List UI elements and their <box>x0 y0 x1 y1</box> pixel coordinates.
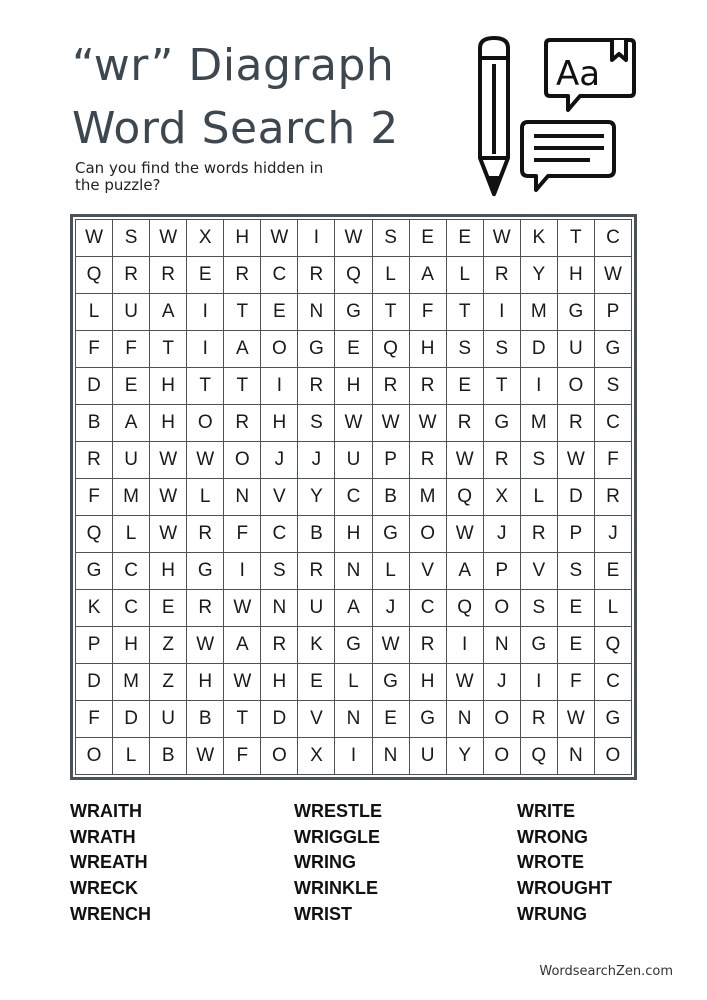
grid-cell: I <box>520 368 557 405</box>
grid-cell: W <box>187 627 224 664</box>
grid-cell: A <box>446 553 483 590</box>
grid-cell: Q <box>446 479 483 516</box>
grid-row <box>76 220 632 257</box>
grid-cell: A <box>150 294 187 331</box>
grid-cell: P <box>372 442 409 479</box>
grid-cell: C <box>594 405 631 442</box>
grid-cell: D <box>261 701 298 738</box>
page-title-line-2: Word Search 2 <box>72 103 399 154</box>
grid-cell: P <box>483 553 520 590</box>
grid-row <box>76 294 632 331</box>
dictionary-icon <box>546 40 634 110</box>
grid-row <box>76 368 632 405</box>
grid-cell: E <box>298 664 335 701</box>
grid-cell: A <box>409 257 446 294</box>
word-list-column-1 <box>70 799 151 928</box>
grid-cell: Q <box>76 516 113 553</box>
grid-cell: O <box>76 738 113 775</box>
grid-cell: I <box>446 627 483 664</box>
grid-cell: S <box>520 590 557 627</box>
grid-cell: W <box>446 516 483 553</box>
grid-cell: M <box>520 294 557 331</box>
grid-cell: F <box>409 294 446 331</box>
grid-cell: J <box>298 442 335 479</box>
grid-cell: R <box>76 442 113 479</box>
grid-cell: T <box>372 294 409 331</box>
chat-bubble-icon <box>522 122 614 190</box>
grid-cell: K <box>520 220 557 257</box>
grid-cell: R <box>150 257 187 294</box>
grid-cell: R <box>298 368 335 405</box>
grid-cell: G <box>76 553 113 590</box>
grid-cell: A <box>113 405 150 442</box>
grid-cell: R <box>409 368 446 405</box>
grid-cell: N <box>224 479 261 516</box>
grid-row <box>76 627 632 664</box>
grid-cell: S <box>483 331 520 368</box>
grid-cell: S <box>520 442 557 479</box>
grid-cell: U <box>557 331 594 368</box>
grid-cell: Y <box>446 738 483 775</box>
grid-cell: T <box>224 294 261 331</box>
grid-cell: F <box>224 516 261 553</box>
grid-cell: L <box>372 257 409 294</box>
grid-cell: P <box>557 516 594 553</box>
grid-cell: R <box>557 405 594 442</box>
grid-cell: G <box>594 331 631 368</box>
grid-cell: L <box>335 664 372 701</box>
grid-cell: S <box>372 220 409 257</box>
grid-row <box>76 738 632 775</box>
grid-cell: X <box>298 738 335 775</box>
grid-cell: U <box>335 442 372 479</box>
grid-cell: N <box>557 738 594 775</box>
grid-cell: F <box>224 738 261 775</box>
grid-cell: O <box>261 738 298 775</box>
grid-cell: I <box>224 553 261 590</box>
grid-cell: E <box>409 220 446 257</box>
grid-cell: V <box>520 553 557 590</box>
grid-cell: W <box>150 479 187 516</box>
grid-cell: Y <box>520 257 557 294</box>
grid-cell: A <box>224 331 261 368</box>
grid-cell: C <box>113 590 150 627</box>
decoration-illustration <box>470 30 650 200</box>
grid-cell: W <box>335 220 372 257</box>
grid-cell: R <box>261 627 298 664</box>
word-item: WRENCH <box>70 903 151 924</box>
grid-cell: Q <box>520 738 557 775</box>
grid-cell: W <box>150 516 187 553</box>
grid-row <box>76 479 632 516</box>
word-item: WROUGHT <box>517 878 612 899</box>
grid-cell: T <box>187 368 224 405</box>
grid-cell: R <box>372 368 409 405</box>
grid-cell: B <box>150 738 187 775</box>
grid-cell: W <box>557 701 594 738</box>
grid-cell: R <box>224 257 261 294</box>
grid-cell: D <box>520 331 557 368</box>
grid-cell: V <box>261 479 298 516</box>
grid-cell: D <box>76 664 113 701</box>
grid-cell: I <box>187 294 224 331</box>
grid-cell: R <box>409 627 446 664</box>
grid-cell: T <box>224 368 261 405</box>
grid-cell: G <box>335 294 372 331</box>
grid-cell: T <box>446 294 483 331</box>
grid-cell: J <box>372 590 409 627</box>
grid-cell: N <box>446 701 483 738</box>
site-credit: WordsearchZen.com <box>539 964 673 979</box>
grid-cell: C <box>113 553 150 590</box>
grid-cell: H <box>150 553 187 590</box>
grid-cell: H <box>261 664 298 701</box>
grid-cell: W <box>446 664 483 701</box>
grid-cell: H <box>409 664 446 701</box>
grid-cell: G <box>520 627 557 664</box>
grid-cell: O <box>187 405 224 442</box>
grid-cell: W <box>187 738 224 775</box>
grid-cell: W <box>224 590 261 627</box>
grid-cell: V <box>298 701 335 738</box>
grid-row <box>76 442 632 479</box>
grid-cell: E <box>150 590 187 627</box>
word-item: WROTE <box>517 852 584 873</box>
grid-cell: J <box>261 442 298 479</box>
grid-cell: H <box>409 331 446 368</box>
instructions-text: Can you find the words hidden in the puzzle? <box>75 159 324 194</box>
word-search-grid <box>70 214 637 780</box>
grid-cell: W <box>261 220 298 257</box>
grid-cell: I <box>298 220 335 257</box>
word-item: WRINKLE <box>294 878 378 899</box>
grid-cell: M <box>113 664 150 701</box>
grid-cell: S <box>298 405 335 442</box>
grid-cell: G <box>372 516 409 553</box>
grid-cell: L <box>113 738 150 775</box>
grid-cell: O <box>594 738 631 775</box>
word-item: WRECK <box>70 878 138 899</box>
grid-cell: C <box>409 590 446 627</box>
grid-cell: Z <box>150 627 187 664</box>
grid-cell: W <box>224 664 261 701</box>
grid-cell: S <box>557 553 594 590</box>
grid-cell: I <box>335 738 372 775</box>
grid-cell: C <box>594 220 631 257</box>
page-title-line-1: “wr” Diagraph <box>72 40 395 91</box>
grid-cell: E <box>446 220 483 257</box>
grid-cell: D <box>113 701 150 738</box>
grid-cell: U <box>409 738 446 775</box>
grid-cell: R <box>224 405 261 442</box>
grid-cell: D <box>557 479 594 516</box>
grid-cell: A <box>224 627 261 664</box>
word-item: WRITE <box>517 801 575 821</box>
grid-cell: L <box>113 516 150 553</box>
grid-cell: G <box>557 294 594 331</box>
grid-cell: R <box>483 257 520 294</box>
grid-cell: P <box>594 294 631 331</box>
grid-cell: L <box>372 553 409 590</box>
grid-cell: V <box>409 553 446 590</box>
grid-cell: U <box>298 590 335 627</box>
grid-cell: U <box>113 294 150 331</box>
grid-cell: L <box>76 294 113 331</box>
grid-cell: S <box>261 553 298 590</box>
grid-cell: F <box>594 442 631 479</box>
grid-cell: X <box>483 479 520 516</box>
grid-cell: W <box>483 220 520 257</box>
grid-cell: O <box>409 516 446 553</box>
grid-cell: T <box>483 368 520 405</box>
grid-cell: O <box>483 590 520 627</box>
grid-cell: X <box>187 220 224 257</box>
grid-cell: R <box>187 516 224 553</box>
grid-cell: L <box>594 590 631 627</box>
grid-cell: I <box>483 294 520 331</box>
grid-cell: W <box>594 257 631 294</box>
grid-cell: A <box>335 590 372 627</box>
grid-cell: O <box>557 368 594 405</box>
grid-cell: E <box>113 368 150 405</box>
grid-cell: F <box>113 331 150 368</box>
grid-cell: F <box>76 331 113 368</box>
grid-cell: R <box>594 479 631 516</box>
grid-cell: R <box>298 257 335 294</box>
grid-cell: J <box>594 516 631 553</box>
grid-cell: E <box>594 553 631 590</box>
grid-cell: T <box>150 331 187 368</box>
grid-cell: O <box>261 331 298 368</box>
svg-text:Aa: Aa <box>556 54 601 94</box>
grid-cell: H <box>335 516 372 553</box>
grid-row <box>76 516 632 553</box>
word-item: WRIGGLE <box>294 826 380 847</box>
grid-cell: I <box>261 368 298 405</box>
grid-cell: G <box>594 701 631 738</box>
grid-cell: W <box>187 442 224 479</box>
grid-row <box>76 405 632 442</box>
word-item: WRESTLE <box>294 801 382 821</box>
grid-cell: B <box>76 405 113 442</box>
grid-cell: M <box>520 405 557 442</box>
grid-cell: K <box>298 627 335 664</box>
grid-cell: N <box>483 627 520 664</box>
grid-cell: R <box>187 590 224 627</box>
grid-cell: H <box>150 368 187 405</box>
grid-cell: U <box>150 701 187 738</box>
grid-cell: R <box>483 442 520 479</box>
grid-cell: K <box>76 590 113 627</box>
grid-cell: C <box>335 479 372 516</box>
grid-cell: H <box>113 627 150 664</box>
grid-cell: M <box>409 479 446 516</box>
grid-cell: Q <box>335 257 372 294</box>
word-item: WREATH <box>70 852 148 873</box>
grid-cell: O <box>483 738 520 775</box>
word-item: WRING <box>294 852 356 873</box>
grid-row <box>76 331 632 368</box>
grid-cell: I <box>187 331 224 368</box>
grid-cell: Q <box>76 257 113 294</box>
grid-cell: N <box>335 701 372 738</box>
grid-row <box>76 664 632 701</box>
grid-cell: G <box>409 701 446 738</box>
grid-cell: Q <box>446 590 483 627</box>
grid-cell: O <box>483 701 520 738</box>
grid-cell: Z <box>150 664 187 701</box>
grid-cell: D <box>76 368 113 405</box>
grid-cell: F <box>76 479 113 516</box>
grid-row <box>76 553 632 590</box>
grid-cell: G <box>483 405 520 442</box>
pencil-icon <box>480 38 508 194</box>
grid-cell: C <box>261 516 298 553</box>
grid-cell: B <box>187 701 224 738</box>
grid-cell: G <box>187 553 224 590</box>
letter-grid <box>75 219 632 775</box>
grid-cell: I <box>520 664 557 701</box>
grid-cell: W <box>557 442 594 479</box>
grid-cell: L <box>520 479 557 516</box>
grid-cell: E <box>335 331 372 368</box>
grid-cell: S <box>446 331 483 368</box>
grid-cell: U <box>113 442 150 479</box>
grid-cell: E <box>557 627 594 664</box>
word-list-column-2 <box>294 799 382 928</box>
grid-cell: Q <box>372 331 409 368</box>
grid-cell: H <box>224 220 261 257</box>
word-item: WRAITH <box>70 801 142 821</box>
grid-cell: G <box>372 664 409 701</box>
word-list-column-3 <box>517 799 612 928</box>
grid-row <box>76 590 632 627</box>
grid-row <box>76 257 632 294</box>
grid-cell: E <box>557 590 594 627</box>
grid-cell: Q <box>594 627 631 664</box>
grid-cell: E <box>372 701 409 738</box>
grid-cell: B <box>298 516 335 553</box>
grid-cell: L <box>446 257 483 294</box>
grid-cell: R <box>520 516 557 553</box>
grid-cell: N <box>335 553 372 590</box>
grid-cell: Y <box>298 479 335 516</box>
grid-cell: W <box>150 442 187 479</box>
grid-cell: E <box>446 368 483 405</box>
grid-cell: J <box>483 516 520 553</box>
grid-cell: W <box>150 220 187 257</box>
grid-cell: W <box>76 220 113 257</box>
grid-cell: N <box>261 590 298 627</box>
grid-cell: E <box>261 294 298 331</box>
grid-cell: F <box>557 664 594 701</box>
word-item: WRIST <box>294 903 352 924</box>
grid-cell: N <box>372 738 409 775</box>
grid-cell: C <box>261 257 298 294</box>
grid-cell: O <box>224 442 261 479</box>
grid-cell: R <box>409 442 446 479</box>
grid-cell: S <box>113 220 150 257</box>
grid-cell: T <box>224 701 261 738</box>
grid-cell: M <box>113 479 150 516</box>
grid-cell: W <box>335 405 372 442</box>
grid-cell: R <box>446 405 483 442</box>
grid-cell: W <box>409 405 446 442</box>
grid-cell: B <box>372 479 409 516</box>
grid-cell: S <box>594 368 631 405</box>
grid-cell: C <box>594 664 631 701</box>
grid-cell: R <box>298 553 335 590</box>
grid-cell: T <box>557 220 594 257</box>
grid-cell: W <box>372 627 409 664</box>
word-item: WRUNG <box>517 903 587 924</box>
word-item: WRONG <box>517 826 588 847</box>
grid-cell: R <box>113 257 150 294</box>
grid-cell: H <box>187 664 224 701</box>
grid-cell: L <box>187 479 224 516</box>
grid-cell: W <box>446 442 483 479</box>
grid-cell: H <box>557 257 594 294</box>
grid-cell: H <box>150 405 187 442</box>
grid-cell: P <box>76 627 113 664</box>
grid-row <box>76 701 632 738</box>
grid-cell: R <box>520 701 557 738</box>
word-item: WRATH <box>70 826 136 847</box>
grid-cell: F <box>76 701 113 738</box>
grid-cell: W <box>372 405 409 442</box>
grid-cell: N <box>298 294 335 331</box>
grid-cell: J <box>483 664 520 701</box>
grid-cell: H <box>335 368 372 405</box>
grid-cell: G <box>335 627 372 664</box>
grid-cell: G <box>298 331 335 368</box>
grid-cell: E <box>187 257 224 294</box>
grid-cell: H <box>261 405 298 442</box>
